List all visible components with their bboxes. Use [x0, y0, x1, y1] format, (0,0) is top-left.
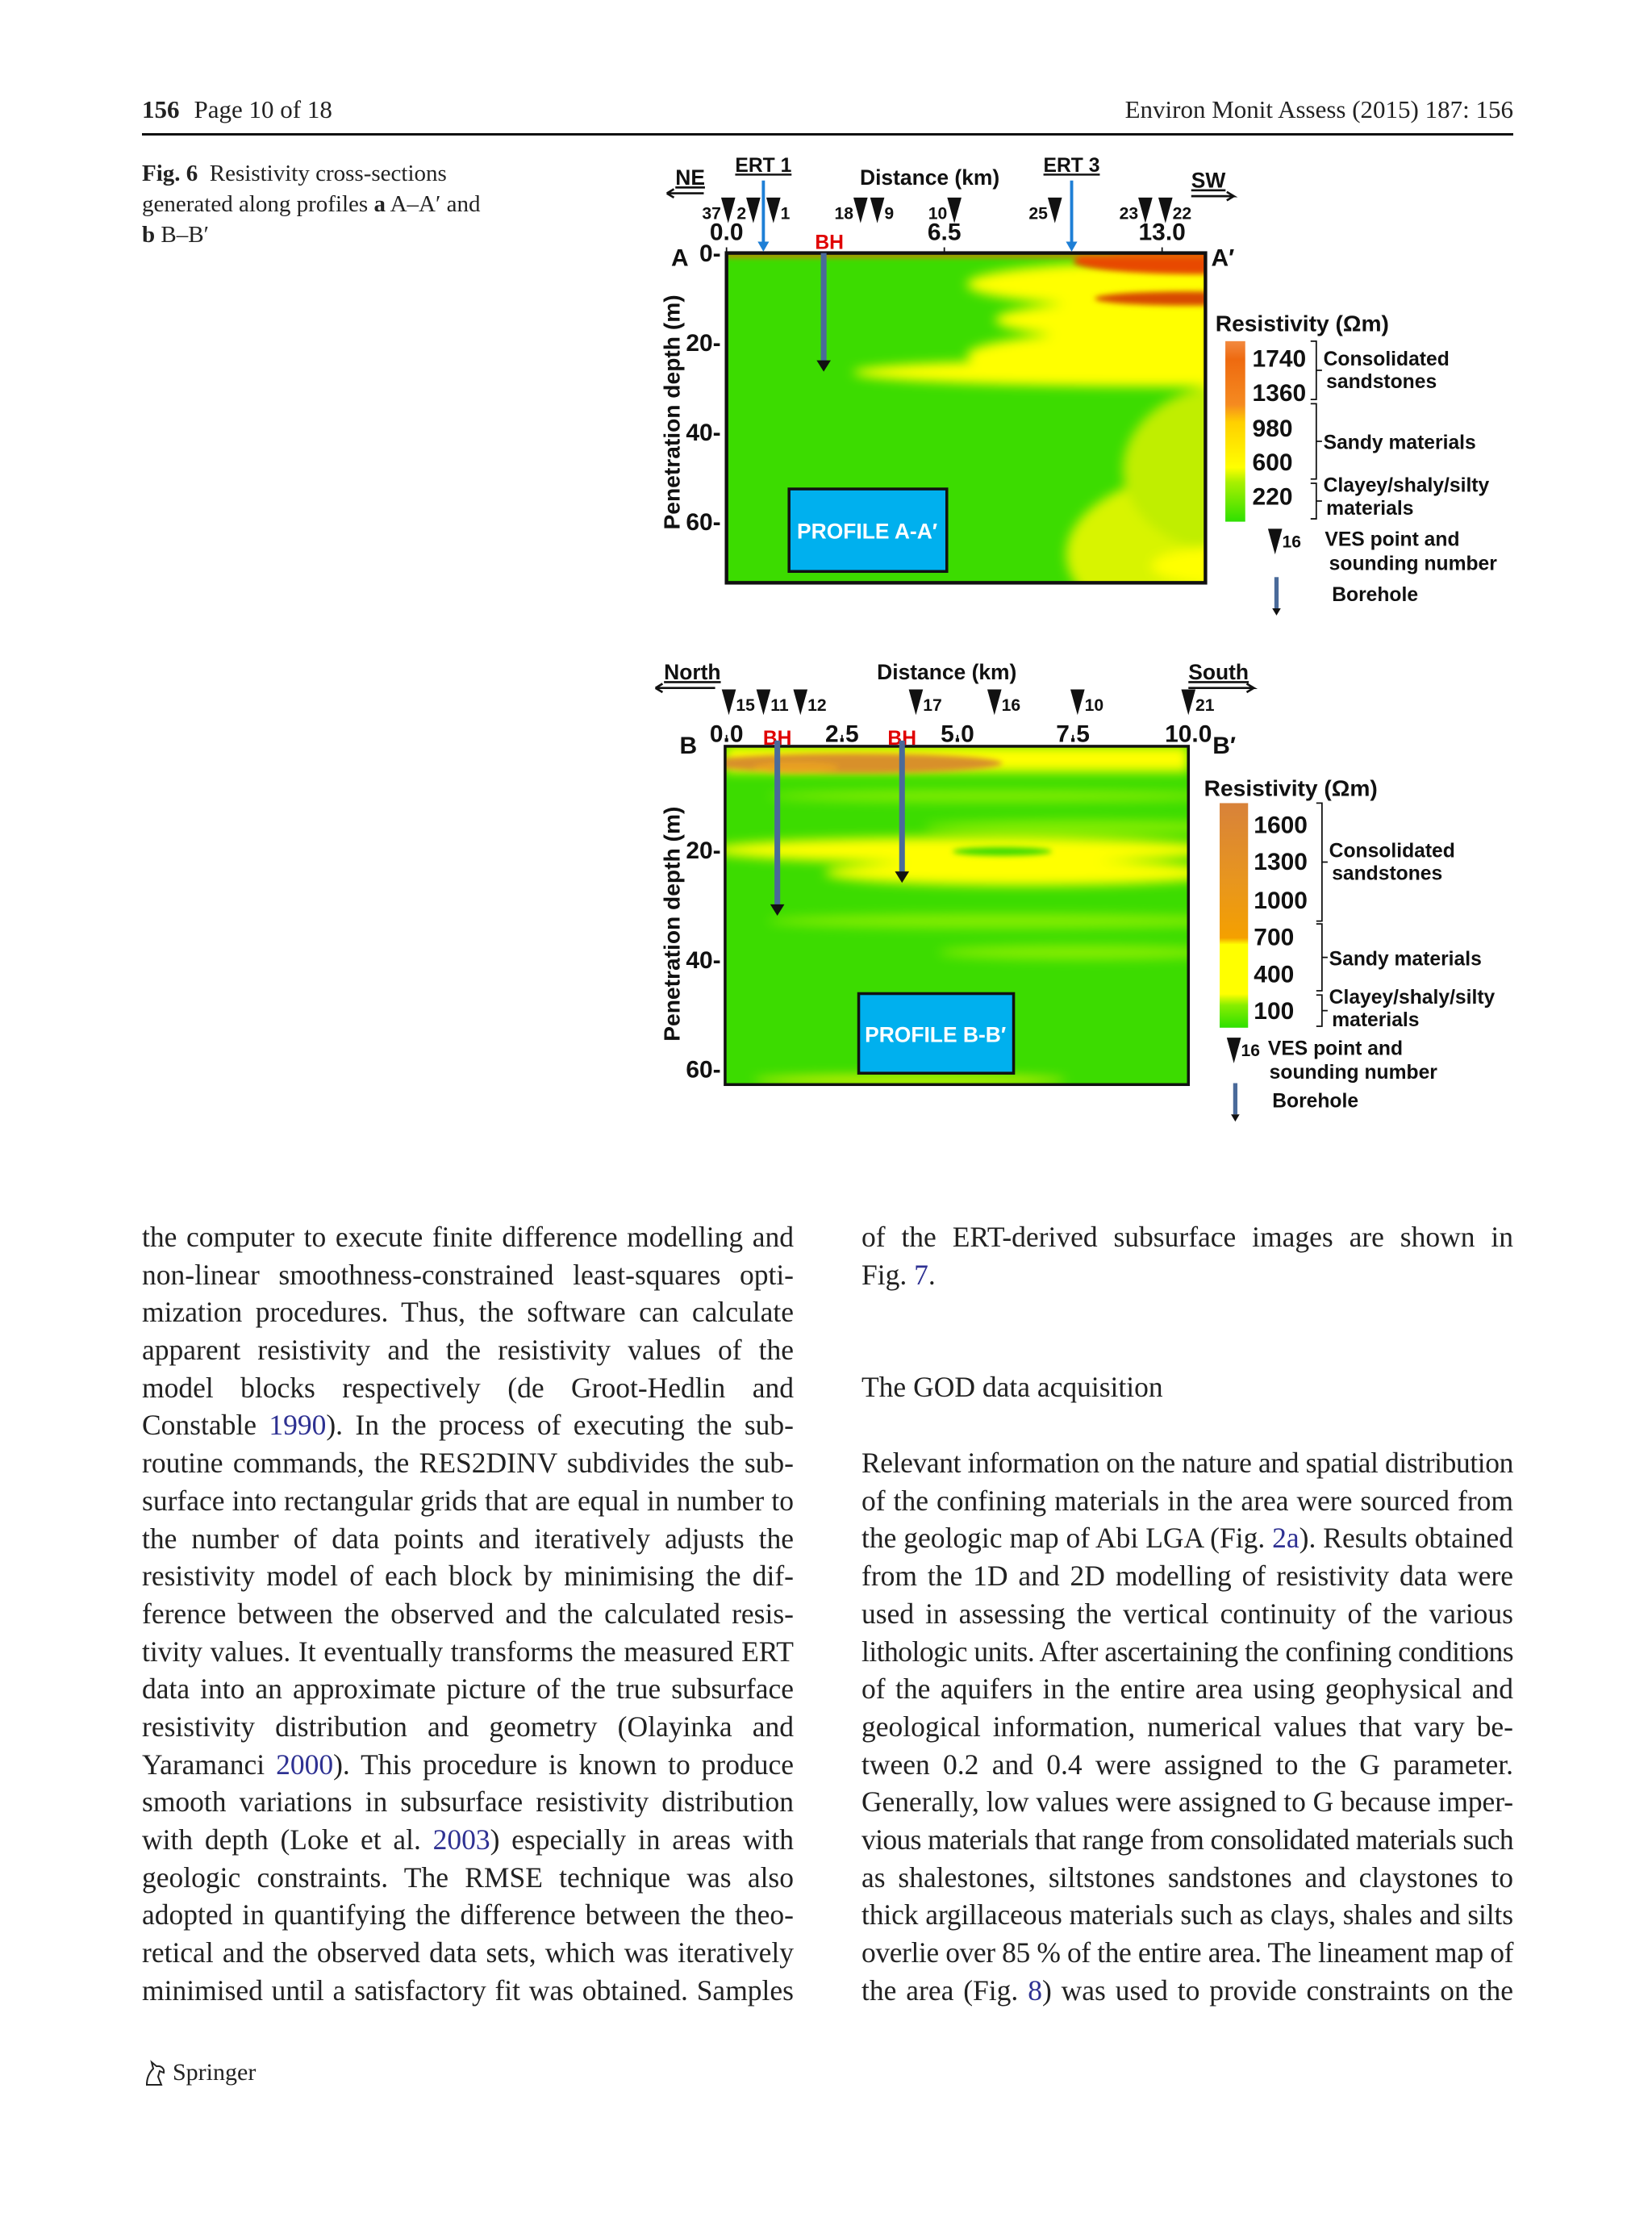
text-line-content	[142, 1748, 794, 1781]
text-run: resistivity distribution and geometry (Olayinka and	[142, 1710, 794, 1743]
ves-point-label: 23	[1119, 204, 1139, 223]
text-line-content	[142, 1334, 794, 1366]
text-run: geological information, numerical values that vary be-	[861, 1710, 1513, 1743]
text-run: lithologic units. After ascertaining the confining conditions	[861, 1635, 1513, 1668]
reference-link[interactable]: 8	[1028, 1973, 1042, 2007]
legend-bracket	[1311, 341, 1322, 399]
profile-start-label: A	[670, 244, 689, 272]
arrow-left-icon	[667, 189, 704, 198]
text-run: Fig.	[861, 1258, 915, 1291]
borehole-legend-text: Borehole	[1332, 584, 1419, 607]
text-line	[142, 1783, 794, 1821]
text-line	[861, 1783, 1513, 1821]
legend-value: 1300	[1254, 849, 1308, 876]
text-line-content	[142, 1898, 794, 1931]
text-line	[142, 1821, 794, 1859]
ves-point-label: 37	[702, 204, 721, 223]
reference-link[interactable]: 2003	[432, 1823, 490, 1856]
text-line	[142, 1520, 794, 1558]
journal-citation: Environ Monit Assess (2015) 187: 156	[1124, 95, 1513, 123]
y-tick-label: 60-	[686, 509, 721, 537]
arrow-right-icon	[1191, 192, 1234, 201]
y-tick-label: 60-	[686, 1056, 721, 1084]
text-run: the number of data points and iteratively adjusts the	[142, 1522, 794, 1555]
text-line	[861, 1595, 1513, 1633]
ves-point-marker	[1070, 689, 1085, 715]
text-line	[861, 1746, 1513, 1784]
ves-point-label: 10	[928, 204, 948, 223]
ves-point-marker	[746, 198, 761, 223]
caption-text: A–A′ and	[385, 191, 481, 217]
ves-legend-text: VES point and	[1325, 528, 1460, 551]
paragraph	[861, 1444, 1513, 2009]
ves-point-label: 12	[807, 695, 827, 715]
legend-class-label: Clayey/shaly/silty	[1329, 986, 1496, 1009]
text-line	[861, 1218, 1513, 1256]
legend-class-label: Sandy materials	[1323, 432, 1476, 454]
profile-label-b: PROFILE B-B′	[865, 1022, 1007, 1047]
legend-bracket	[1316, 803, 1328, 921]
text-line	[861, 1670, 1513, 1708]
ves-point-marker	[722, 689, 736, 715]
x-tick-label: 10.0	[1165, 720, 1212, 748]
x-axis-label: Distance (km)	[877, 660, 1017, 685]
text-run: ference between the observed and the calculated resis-	[142, 1597, 794, 1630]
y-tick-label: 40-	[686, 946, 721, 974]
text-line-content	[861, 1785, 1513, 1818]
legend-value: 600	[1252, 449, 1293, 477]
text-line-content	[861, 1974, 1513, 2007]
legend-title: Resistivity (Ωm)	[1215, 310, 1389, 336]
caption-panel-b: b	[142, 222, 156, 248]
ves-legend-text: VES point and	[1267, 1038, 1404, 1060]
body-column-right	[861, 1218, 1513, 2009]
text-line	[861, 1708, 1513, 1746]
text-line	[861, 1934, 1513, 1972]
ert-arrowhead-icon	[757, 242, 769, 252]
ves-point-marker	[1181, 689, 1195, 715]
ves-legend-number: 16	[1282, 532, 1302, 552]
x-tick-label: 0.0	[709, 720, 744, 748]
ves-point-marker	[757, 689, 771, 715]
ert-line-label: ERT 3	[1043, 155, 1100, 177]
arrow-left-icon	[656, 683, 715, 692]
text-run: thick argillaceous materials such as clays, shales and silts	[861, 1898, 1513, 1932]
text-run: vious materials that range from consolidated materials such	[861, 1823, 1514, 1856]
text-line-content	[142, 1409, 794, 1441]
text-line-content	[142, 1296, 794, 1328]
text-line	[861, 1557, 1513, 1595]
reference-link[interactable]: 2000	[276, 1748, 334, 1781]
text-line	[861, 1482, 1513, 1520]
text-line-content	[861, 1560, 1513, 1592]
x-tick-label: 5.0	[941, 720, 974, 748]
text-run: tivity values. It eventually transforms the measured ERT	[142, 1635, 794, 1668]
text-run: ). This procedure is known to produce	[333, 1748, 794, 1781]
x-tick-label: 6.5	[927, 219, 962, 246]
text-line-content	[142, 1673, 794, 1705]
legend-value: 100	[1254, 998, 1295, 1025]
text-line	[142, 1369, 794, 1407]
direction-left-label: NE	[675, 165, 705, 190]
legend-value: 1360	[1252, 379, 1307, 407]
text-line-content	[861, 1936, 1513, 1969]
text-line	[142, 1482, 794, 1520]
text-line-content	[861, 1597, 1513, 1630]
ves-point-label: 9	[884, 204, 895, 223]
x-axis-label: Distance (km)	[860, 165, 1000, 190]
text-line-content	[142, 1485, 794, 1517]
text-line-content	[142, 1259, 794, 1291]
ves-point-label: 15	[736, 695, 755, 715]
caption-text: B–B′	[155, 222, 209, 248]
legend-value: 1000	[1254, 887, 1308, 914]
profile-end-label: B′	[1212, 732, 1237, 759]
text-line-content	[142, 1785, 794, 1818]
ves-point-marker	[793, 689, 807, 715]
text-run: routine commands, the RES2DINV subdivides the sub-	[142, 1447, 794, 1480]
direction-left-label: North	[664, 660, 721, 685]
text-run: the computer to execute finite difference modelling and	[142, 1221, 795, 1253]
text-line-content	[861, 1673, 1513, 1705]
ert-line-label: ERT 1	[735, 155, 792, 177]
legend-bracket	[1316, 924, 1328, 991]
ves-point-label: 2	[736, 204, 747, 223]
x-tick-label: 2.5	[825, 720, 859, 748]
borehole-label: BH	[887, 728, 917, 750]
text-run: surface into rectangular grids that are equal in number to	[142, 1484, 794, 1517]
legend-value: 400	[1254, 961, 1295, 988]
text-run: ) was used to provide constraints on the	[1041, 1973, 1513, 2007]
ves-point-marker	[870, 198, 885, 223]
figure-label: Fig. 6	[142, 161, 198, 186]
ves-point-label: 25	[1028, 204, 1048, 223]
y-axis-label: Penetration depth (m)	[658, 294, 685, 530]
x-tick-label: 7.5	[1056, 720, 1090, 748]
legend-value: 1740	[1252, 345, 1307, 373]
text-run: Generally, low values were assigned to G because imper-	[861, 1785, 1514, 1819]
text-line-content	[142, 1861, 794, 1894]
text-line-content	[142, 1710, 794, 1743]
legend-value: 1600	[1254, 812, 1308, 839]
text-line	[142, 1972, 794, 2010]
y-tick-label: 20-	[686, 837, 721, 865]
text-run: of the aquifers in the entire area using geophysical and	[861, 1673, 1513, 1706]
text-run: ). Results obtained	[1299, 1522, 1513, 1555]
borehole-label: BH	[762, 728, 792, 750]
caption-text: Resistivity cross-sections generated along profiles	[142, 161, 447, 217]
text-line	[142, 1595, 794, 1633]
text-line	[142, 1934, 794, 1972]
text-line	[861, 1972, 1513, 2010]
text-line-content	[861, 1861, 1513, 1894]
legend-class-label: Consolidated	[1323, 348, 1450, 370]
text-run: as shalestones, siltstones sandstones and claystones to	[861, 1861, 1513, 1894]
resistivity-section-a	[659, 155, 1507, 640]
legend-class-label: Clayey/shaly/silty	[1323, 474, 1490, 497]
text-line-content	[861, 1635, 1513, 1668]
arrow-right-icon	[1188, 683, 1254, 692]
text-run: overlie over 85 % of the entire area. The lineament map of	[861, 1936, 1514, 1969]
legend-class-label: materials	[1332, 1009, 1420, 1032]
text-line	[142, 1557, 794, 1595]
text-run: retical and the observed data sets, which was iteratively	[142, 1936, 794, 1969]
text-line	[142, 1293, 794, 1331]
text-line	[142, 1256, 794, 1294]
text-run: Relevant information on the nature and spatial distribution	[861, 1447, 1513, 1480]
ves-point-label: 22	[1172, 204, 1192, 223]
reference-link[interactable]: 2a	[1272, 1522, 1299, 1555]
text-run: resistivity model of each block by minimising the dif-	[142, 1560, 794, 1593]
reference-link[interactable]: 7	[914, 1258, 928, 1291]
text-run: with depth (Loke et al.	[142, 1823, 433, 1856]
borehole-legend-text: Borehole	[1272, 1090, 1359, 1113]
ves-point-marker	[987, 689, 1002, 715]
profile-start-label: B	[679, 732, 698, 759]
ves-legend-marker-icon	[1227, 1038, 1241, 1063]
paragraph	[861, 1218, 1513, 1293]
text-run: Constable	[142, 1409, 269, 1442]
ves-point-label: 1	[780, 204, 791, 223]
text-line	[142, 1670, 794, 1708]
legend-value: 700	[1254, 924, 1295, 951]
text-line	[861, 1896, 1513, 1934]
legend-class-label: Sandy materials	[1329, 948, 1482, 971]
text-line-content	[861, 1748, 1513, 1781]
text-line	[861, 1633, 1513, 1671]
text-line-content	[142, 1974, 794, 2007]
text-run: mization procedures. Thus, the software can calculate	[142, 1296, 794, 1329]
ves-point-label: 18	[834, 204, 854, 223]
text-run: model blocks respectively (de Groot-Hedlin and	[142, 1371, 794, 1404]
text-line	[142, 1633, 794, 1671]
publisher-footer	[142, 2059, 256, 2086]
legend-class-label: materials	[1326, 497, 1414, 520]
text-run: of the ERT-derived subsurface images are shown in	[861, 1221, 1513, 1253]
y-tick-label: 40-	[686, 420, 721, 447]
text-line-content	[142, 1560, 794, 1592]
ves-point-label: 21	[1195, 695, 1215, 715]
text-run: of the confining materials in the area were sourced from	[861, 1484, 1513, 1517]
text-line	[142, 1746, 794, 1784]
text-run: ) especially in areas with	[490, 1823, 794, 1856]
text-line-content	[142, 1597, 794, 1630]
text-run: used in assessing the vertical continuity of the various	[861, 1597, 1513, 1630]
paragraph	[142, 1218, 794, 2009]
profile-end-label: A′	[1211, 244, 1235, 272]
ves-point-label: 10	[1084, 695, 1104, 715]
text-line	[861, 1256, 1513, 1294]
legend-class-label: sandstones	[1326, 370, 1437, 393]
text-line	[142, 1896, 794, 1934]
text-line	[861, 1519, 1513, 1557]
text-line-content	[142, 1522, 794, 1555]
legend-colorbar	[1220, 803, 1248, 1027]
x-tick-label: 13.0	[1138, 219, 1186, 246]
text-run: .	[928, 1258, 936, 1291]
borehole-legend-arrowhead-icon	[1231, 1114, 1240, 1121]
text-line-content	[861, 1823, 1513, 1856]
text-run: smooth variations in subsurface resistivity distribution	[142, 1785, 794, 1819]
text-run: from the 1D and 2D modelling of resistivity data were	[861, 1560, 1513, 1593]
text-line-content	[142, 1372, 794, 1404]
ves-legend-text: sounding number	[1269, 1062, 1437, 1084]
text-line	[861, 1821, 1513, 1859]
section-heading: The GOD data acquisition	[861, 1371, 1163, 1404]
page-of: Page 10 of 18	[194, 95, 332, 123]
ves-point-label: 16	[1001, 695, 1021, 715]
ves-point-label: 17	[923, 695, 942, 715]
y-axis-label: Penetration depth (m)	[658, 806, 685, 1042]
ves-point-marker	[909, 689, 924, 715]
text-run: ). In the process of executing the sub-	[326, 1409, 794, 1442]
text-run: data into an approximate picture of the true subsurface	[142, 1673, 794, 1706]
publisher-name: Springer	[173, 2059, 257, 2086]
ert-arrowhead-icon	[1066, 242, 1077, 252]
text-run: the geologic map of Abi LGA (Fig.	[861, 1522, 1273, 1555]
legend-value: 980	[1252, 415, 1293, 442]
y-tick-label: 20-	[686, 330, 721, 357]
legend-colorbar	[1225, 341, 1245, 522]
text-run: Yaramanci	[142, 1748, 277, 1781]
ves-point-label: 11	[770, 695, 789, 715]
text-line-content	[142, 1447, 794, 1479]
legend-title: Resistivity (Ωm)	[1204, 775, 1378, 801]
text-line-content	[142, 1823, 794, 1856]
text-run: apparent resistivity and the resistivity values of the	[142, 1334, 794, 1367]
direction-right-label: South	[1188, 660, 1249, 685]
direction-right-label: SW	[1191, 168, 1226, 193]
legend-bracket	[1311, 403, 1322, 478]
text-run: the area (Fig.	[861, 1973, 1028, 2007]
reference-link[interactable]: 1990	[269, 1409, 327, 1442]
legend-bracket	[1316, 995, 1328, 1026]
text-run: minimised until a satisfactory fit was obtained. Samples	[142, 1973, 794, 2007]
body-column-left	[142, 1218, 794, 2009]
ves-legend-text: sounding number	[1329, 553, 1497, 575]
resistivity-section-b	[656, 660, 1496, 1121]
legend-class-label: sandstones	[1332, 862, 1443, 885]
springer-horse-icon	[142, 2059, 168, 2086]
y-tick-label: 0-	[699, 240, 721, 268]
x-tick-label: 0.0	[709, 219, 744, 246]
legend-bracket	[1311, 483, 1322, 519]
text-line	[861, 1444, 1513, 1482]
borehole-label: BH	[815, 232, 844, 254]
page-number: 156	[142, 95, 180, 123]
ves-point-marker	[766, 198, 781, 223]
text-line-content	[142, 1635, 794, 1668]
text-line-content	[861, 1447, 1513, 1479]
text-line-content	[861, 1898, 1513, 1931]
text-line-content	[861, 1259, 936, 1291]
text-run: geologic constraints. The RMSE technique was also	[142, 1861, 794, 1894]
text-line	[142, 1708, 794, 1746]
text-line-content	[861, 1221, 1513, 1253]
caption-panel-a: a	[373, 191, 386, 217]
text-run: adopted in quantifying the difference between the theo-	[142, 1898, 794, 1932]
ves-legend-marker-icon	[1268, 528, 1283, 554]
text-line-content	[142, 1936, 794, 1969]
text-line	[142, 1218, 794, 1256]
text-line	[142, 1406, 794, 1444]
text-line-content	[861, 1485, 1513, 1517]
ves-legend-number: 16	[1241, 1042, 1260, 1061]
borehole-legend-arrowhead-icon	[1272, 608, 1281, 616]
text-run: tween 0.2 and 0.4 were assigned to the G parameter.	[861, 1748, 1513, 1781]
text-line-content	[861, 1710, 1513, 1743]
text-line	[142, 1444, 794, 1482]
ves-point-marker	[853, 198, 868, 223]
text-line-content	[142, 1221, 794, 1253]
legend-class-label: Consolidated	[1329, 840, 1455, 862]
legend-value: 220	[1252, 483, 1293, 511]
text-line	[142, 1331, 794, 1369]
profile-label-a: PROFILE A-A′	[797, 519, 938, 544]
text-run: non-linear smoothness-constrained least-squares opti-	[142, 1258, 794, 1291]
text-line	[861, 1859, 1513, 1897]
text-line-content	[861, 1522, 1513, 1554]
ves-point-marker	[1048, 198, 1062, 223]
text-line	[142, 1859, 794, 1897]
